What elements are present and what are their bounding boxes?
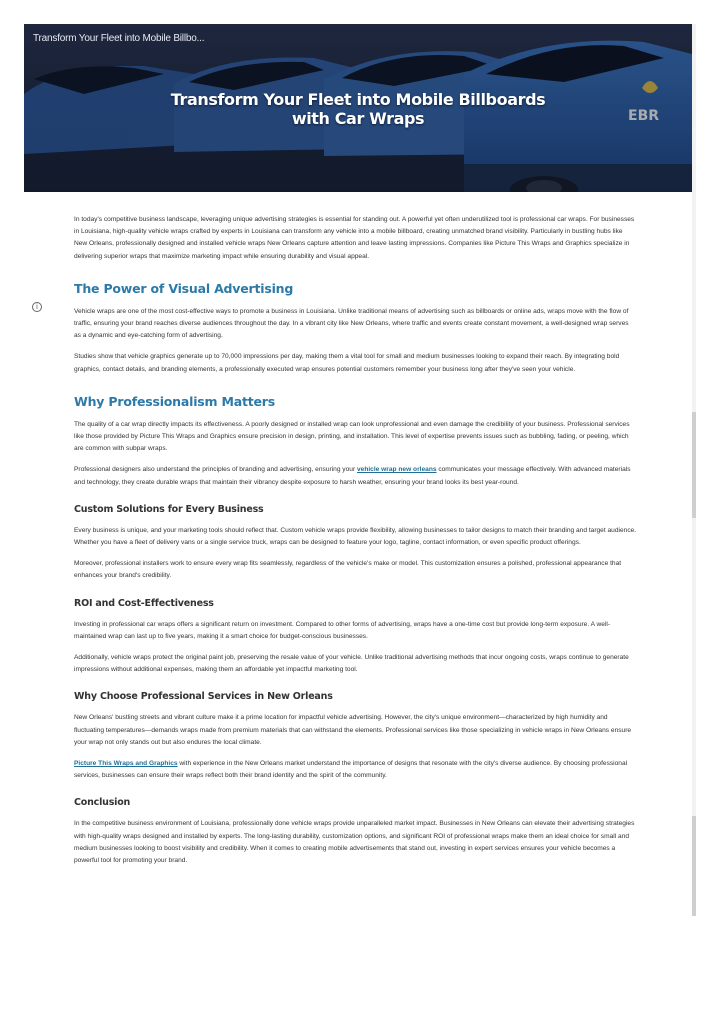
subheading-new-orleans-services: Why Choose Professional Services in New Orleans bbox=[74, 691, 333, 703]
hero-banner bbox=[24, 24, 692, 192]
scrollbar-thumb[interactable] bbox=[692, 412, 696, 518]
paragraph: Additionally, vehicle wraps protect the original paint job, preserving the resale value of your vehicle. Unlike traditional advertising methods that incur ongoing costs, wraps continue to generate impressions without additional expenses, making them an affordable yet impactful marketing tool. bbox=[74, 654, 629, 674]
scrollbar-thumb-secondary[interactable] bbox=[692, 816, 696, 916]
paragraph: Moreover, professional installers work to ensure every wrap fits seamlessly, regardless of the vehicle's make or model. This customization ensures a polished, professional appearance that enhances your brand's credibility. bbox=[74, 560, 622, 580]
paragraph-text: with experience in the New Orleans market understand the importance of designs that resonate with the city's diverse audience. By choosing professional services, businesses can ensure their wraps reflect both their brand identity and the spirit of the community. bbox=[74, 760, 628, 780]
hero-caption: Transform Your Fleet into Mobile Billbo... bbox=[33, 33, 205, 44]
section-heading-visual-advertising: The Power of Visual Advertising bbox=[74, 280, 294, 296]
section-heading-professionalism: Why Professionalism Matters bbox=[74, 393, 275, 409]
paragraph: Investing in professional car wraps offers a significant return on investment. Compared to other forms of advertising, wraps have a one-time cost but provide long-term exposure. A well-maintained wrap can last up to five years, making it a smart choice for budget-conscious businesses. bbox=[74, 620, 611, 640]
paragraph: New Orleans' bustling streets and vibrant culture make it a prime location for impactful vehicle advertising. However, the city's unique environment—characterized by high humidity and fluctuating temperatures—demands wraps made from premium materials that can withstand the elements. Professional services like those specializing in vehicle wraps in New Orleans ensure your wrap not only stands out but also endures the local climate. bbox=[74, 714, 632, 746]
paragraph: The quality of a car wrap directly impacts its effectiveness. A poorly designed or installed wrap can look unprofessional and even damage the credibility of your business. Professional services like those provided by Picture This Wraps and Graphics ensure precision in design, printing, and installation. This level of expertise prevents issues such as bubbling, fading, or peeling, which are common with subpar wraps. bbox=[74, 420, 630, 453]
paragraph: In the competitive business environment of Louisiana, professionally done vehicle wraps provide unparalleled market impact. Businesses in New Orleans can elevate their advertising strategies with high-quality wraps designed and installed by experts. The long-lasting durability, customization options, and significant ROI of professional wraps make them an ideal choice for small and medium businesses looking to boost visibility and credibility. When it comes to creating mobile advertisements that stand out, investing in expert services ensures your vehicle becomes a powerful tool for promoting your brand. bbox=[74, 820, 635, 865]
article-body bbox=[74, 214, 637, 876]
intro-paragraph: In today's competitive business landscape, leveraging unique advertising strategies is essential for standing out. A powerful yet often underutilized tool is professional car wraps. For businesses in Louisiana, high-quality vehicle wraps crafted by experts in Louisiana can transform any vehicle into a mobile billboard, creating unmatched brand visibility. Particularly in bustling hubs like New Orleans, professionally designed and installed vehicle wraps New Orleans capture attention and leave lasting impressions. Companies like Picture This Wraps and Graphics specialize in delivering superior wraps that maximize marketing impact while ensuring durability and visual appeal. bbox=[74, 216, 635, 260]
subheading-conclusion: Conclusion bbox=[74, 797, 131, 809]
page-title: Transform Your Fleet into Mobile Billboards with Car Wraps bbox=[170, 90, 546, 128]
paragraph-text: communicates your message effectively. With advanced materials and technology, they create durable wraps that maintain their vibrancy despite exposure to harsh weather, ensuring your brand looks its best year-round. bbox=[74, 466, 631, 486]
picture-this-wraps-link[interactable]: Picture This Wraps and Graphics bbox=[74, 760, 178, 768]
subheading-custom-solutions: Custom Solutions for Every Business bbox=[74, 503, 264, 515]
paragraph: Studies show that vehicle graphics generate up to 70,000 impressions per day, making them a vital tool for small and medium businesses looking to expand their reach. By integrating bold graphics, contact details, and branding elements, a professionally executed wrap ensures potential customers remember your business long after they've seen your vehicle. bbox=[74, 353, 620, 373]
info-icon[interactable]: i bbox=[32, 302, 42, 312]
subheading-roi: ROI and Cost-Effectiveness bbox=[74, 597, 214, 609]
van-brand-lettering: EBR bbox=[628, 108, 660, 124]
paragraph-with-link bbox=[74, 758, 637, 782]
paragraph-text: Professional designers also understand the principles of branding and advertising, ensuring your bbox=[74, 466, 357, 474]
paragraph: Every business is unique, and your marketing tools should reflect that. Custom vehicle wraps provide flexibility, allowing businesses to tailor designs to match their branding and target audience. Whether you have a fleet of delivery vans or a single service truck, wraps can be designed to feature your logo, tagline, contact information, or even specific product offerings. bbox=[74, 526, 637, 547]
vehicle-wrap-new-orleans-link[interactable]: vehicle wrap new orleans bbox=[356, 466, 437, 474]
paragraph: Vehicle wraps are one of the most cost-effective ways to promote a business in Louisiana. Unlike traditional means of advertising such as billboards or online ads, wraps move with the flow of traffic, ensuring your brand reaches diverse audiences throughout the day. In a vibrant city like New Orleans, where traffic and events create constant movement, a well-designed wrap serves as a dynamic and eye-catching form of advertising. bbox=[74, 307, 629, 340]
paragraph-with-link bbox=[74, 464, 637, 488]
